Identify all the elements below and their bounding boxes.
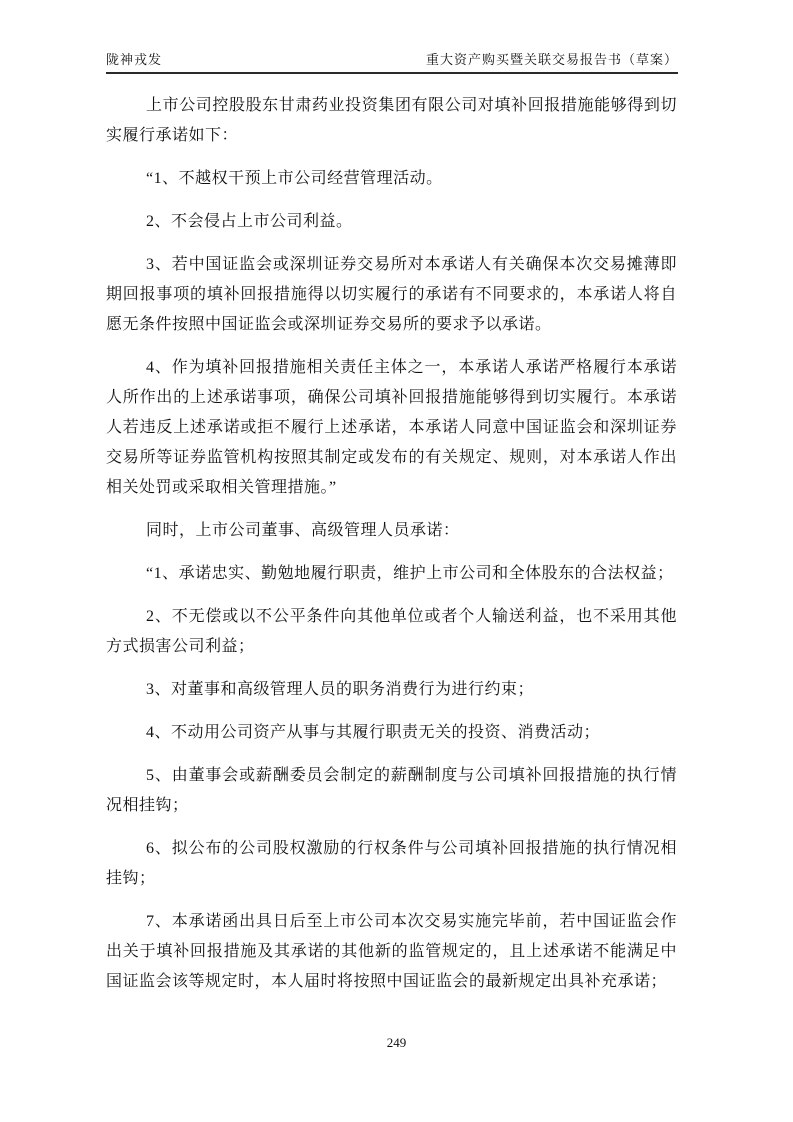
paragraph-intro-controlling-shareholder: 上市公司控股股东甘肃药业投资集团有限公司对填补回报措施能够得到切实履行承诺如下： [106, 97, 677, 144]
paragraph-director-item-7: 7、本承诺函出具日后至上市公司本次交易实施完毕前，若中国证监会作出关于填补回报措施及其承诺的其他新的监管规定的，且上述承诺不能满足中国证监会该等规定时，本人届时将按照中国证监会的最新规定出具补充承诺； [106, 913, 677, 990]
paragraph-director-item-1: “1、承诺忠实、勤勉地履行职责，维护上市公司和全体股东的合法权益； [146, 565, 674, 582]
header-company-short-name: 陇神戎发 [106, 52, 163, 67]
paragraph-intro-directors-senior-management: 同时，上市公司董事、高级管理人员承诺： [146, 522, 460, 539]
paragraph-director-item-6: 6、拟公布的公司股权激励的行权条件与公司填补回报措施的执行情况相挂钩； [106, 840, 677, 887]
page-header [106, 52, 678, 74]
paragraph-director-item-4: 4、不动用公司资产从事与其履行职责无关的投资、消费活动； [146, 724, 601, 741]
paragraph-director-item-5: 5、由董事会或薪酬委员会制定的薪酬制度与公司填补回报措施的执行情况相挂钩； [106, 767, 677, 814]
paragraph-shareholder-item-1: “1、不越权干预上市公司经营管理活动。 [146, 170, 443, 187]
paragraph-director-item-3: 3、对董事和高级管理人员的职务消费行为进行约束； [146, 681, 535, 698]
paragraph-shareholder-item-2: 2、不会侵占上市公司利益。 [146, 213, 353, 230]
page-number: 249 [386, 1035, 407, 1050]
paragraph-shareholder-item-4: 4、作为填补回报措施相关责任主体之一，本承诺人承诺严格履行本承诺人所作出的上述承诺事项，确保公司填补回报措施能够得到切实履行。本承诺人若违反上述承诺或拒不履行上述承诺，本承诺人同意中国证监会和深圳证券交易所等证券监管机构按照其制定或发布的有关规定、规则，对本承诺人作出相关处罚或采取相关管理措施。” [106, 359, 677, 496]
paragraph-director-item-2: 2、不无偿或以不公平条件向其他单位或者个人输送利益，也不采用其他方式损害公司利益； [106, 608, 677, 655]
document-body [106, 91, 677, 1010]
paragraph-shareholder-item-3: 3、若中国证监会或深圳证券交易所对本承诺人有关确保本次交易摊薄即期回报事项的填补回报措施得以切实履行的承诺有不同要求的，本承诺人将自愿无条件按照中国证监会或深圳证券交易所的要求予以承诺。 [106, 256, 677, 333]
page-footer [0, 1035, 793, 1051]
header-report-title: 重大资产购买暨关联交易报告书（草案） [425, 52, 678, 67]
